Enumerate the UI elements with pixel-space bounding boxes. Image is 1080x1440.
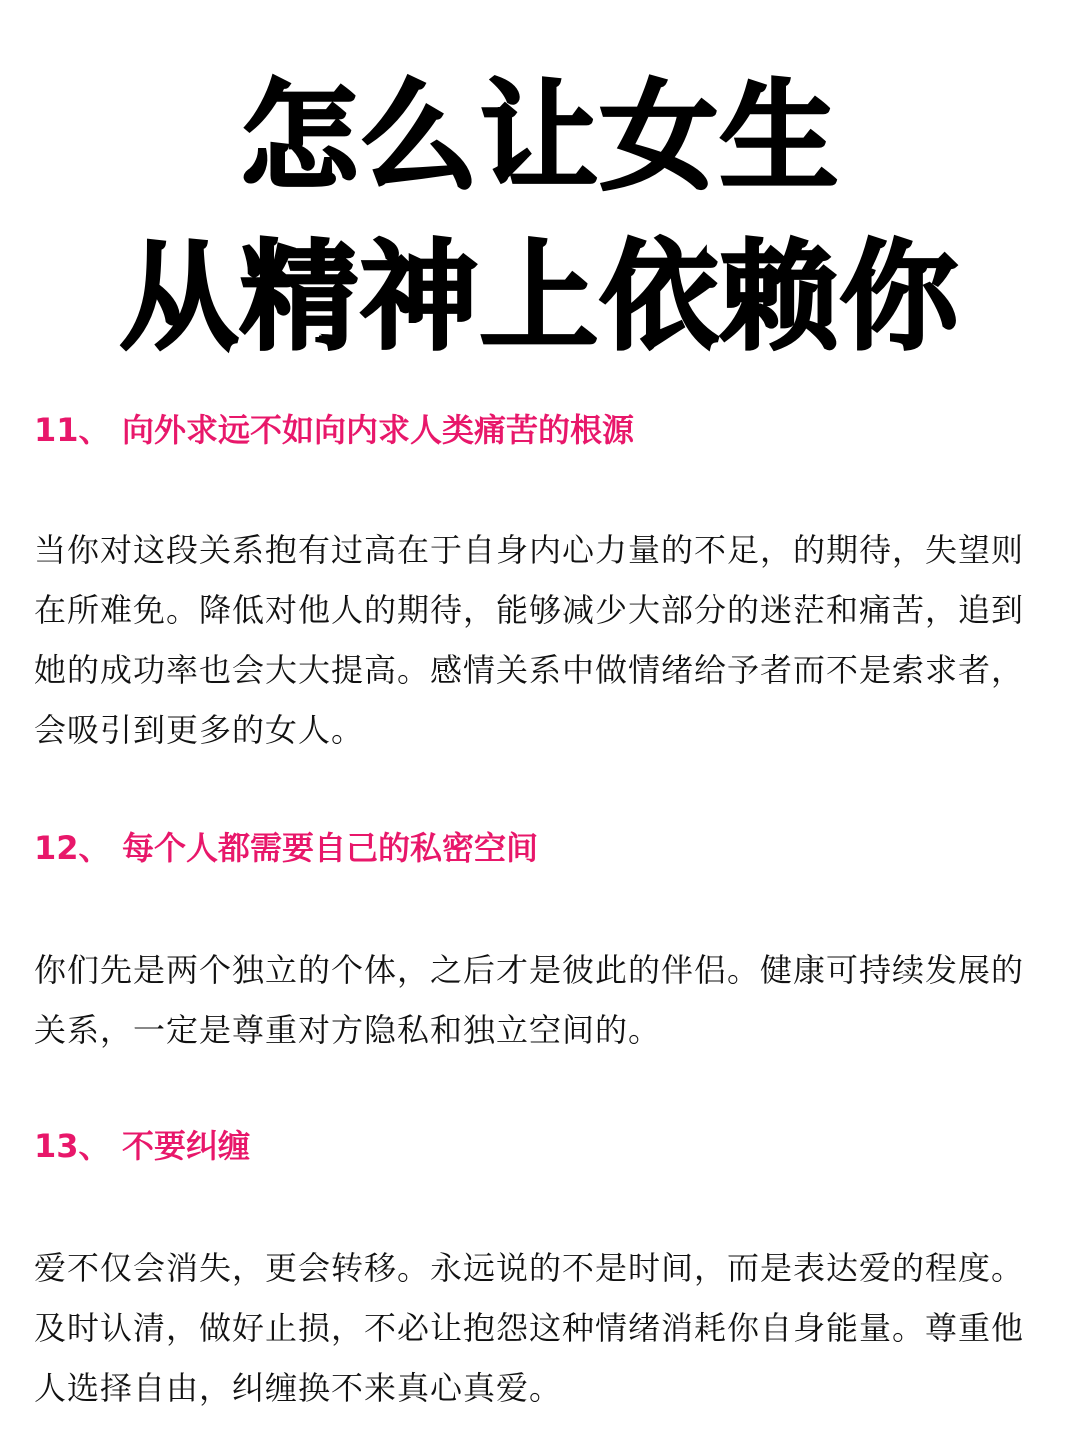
section-heading-text: 不要纠缠 (122, 1127, 251, 1165)
section-heading-text: 向外求远不如向内求人类痛苦的根源 (122, 411, 635, 449)
page-title-line-2: 从精神上依赖你 (119, 228, 960, 366)
section-body-13: 爱不仅会消失，更会转移。永远说的不是时间，而是表达爱的程度。及时认清，做好止损，不必让抱怨这种情绪消耗你自身能量。尊重他人选择自由，纠缠换不来真心真爱。 (34, 1249, 1025, 1407)
section-heading-text: 每个人都需要自己的私密空间 (122, 829, 539, 867)
section-number: 13、 (34, 1127, 111, 1165)
section-heading-12 (34, 828, 538, 868)
section-number: 11、 (34, 411, 111, 449)
section-heading-13 (34, 1126, 250, 1166)
section-body-12: 你们先是两个独立的个体，之后才是彼此的伴侣。健康可持续发展的关系，一定是尊重对方隐私和独立空间的。 (34, 951, 1025, 1049)
page-title-line-1: 怎么让女生 (239, 68, 840, 206)
section-number: 12、 (34, 829, 111, 867)
section-body-11: 当你对这段关系抱有过高在于自身内心力量的不足，的期待，失望则在所难免。降低对他人的期待，能够减少大部分的迷茫和痛苦，追到她的成功率也会大大提高。感情关系中做情绪给予者而不是索求者，会吸引到更多的女人。 (34, 531, 1025, 749)
section-heading-11 (34, 410, 634, 450)
